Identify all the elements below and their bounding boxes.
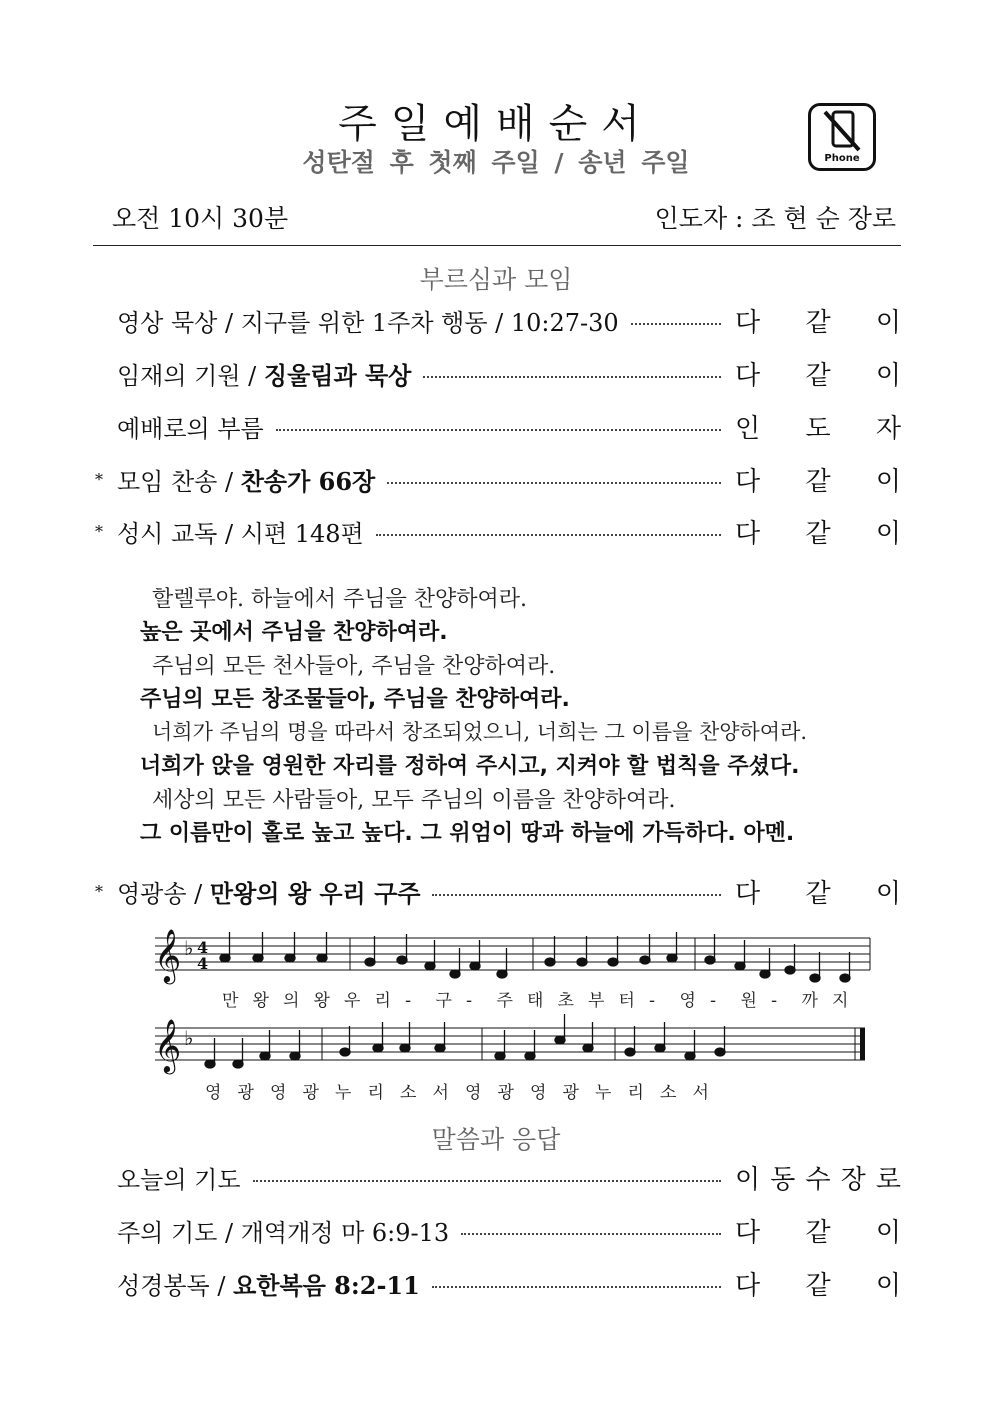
- lyric-syllable: 영: [270, 1083, 287, 1103]
- note-head: [450, 970, 460, 978]
- lyric-syllable: -: [771, 991, 778, 1011]
- standing-mark: *: [95, 521, 103, 541]
- lyric-syllable: 의: [283, 991, 300, 1011]
- lyric-syllable: 광: [497, 1083, 514, 1103]
- lyric-syllable: 주: [496, 991, 513, 1011]
- lyric-syllable: 광: [562, 1083, 579, 1103]
- lyric-syllable: 영: [465, 1083, 482, 1103]
- treble-clef-icon: 𝄞: [154, 928, 182, 982]
- reading-leader-line: 주님의 모든 천사들아, 주님을 찬양하여라.: [152, 654, 556, 679]
- order-row: [95, 300, 901, 340]
- order-row: [95, 1210, 901, 1250]
- reading-people-line: 너희가 앉을 영원한 자리를 정하여 주시고, 지켜야 할 법칙을 주셨다.: [140, 754, 800, 779]
- note-head: [760, 970, 770, 978]
- note-head: [365, 958, 375, 966]
- order-row: [95, 459, 901, 499]
- note-head: [495, 1052, 505, 1060]
- order-item-responsible: 다 같 이: [735, 1217, 901, 1248]
- order-item-label: 임재의 기원 / 징울림과 묵상: [117, 360, 412, 390]
- lyric-syllable: 누: [335, 1083, 352, 1103]
- lyric-syllable: 터: [618, 991, 635, 1011]
- order-row: [95, 1157, 901, 1197]
- lyric-syllable: -: [466, 991, 473, 1011]
- section-heading-word: 말씀과 응답: [431, 1125, 561, 1154]
- leader-dots: [387, 482, 721, 484]
- lyric-syllable: 리: [374, 991, 391, 1011]
- order-row: [95, 871, 901, 911]
- order-item-responsible: 다 같 이: [735, 518, 901, 549]
- standing-mark: *: [95, 881, 103, 901]
- header-divider: [93, 245, 901, 246]
- order-row: [95, 511, 901, 551]
- reading-people-line: 높은 곳에서 주님을 찬양하여라.: [140, 620, 448, 645]
- note-head: [685, 1052, 695, 1060]
- note-head: [253, 954, 263, 962]
- note-head: [317, 954, 327, 962]
- order-item-label: 모임 찬송 / 찬송가 66장: [117, 466, 376, 496]
- order-row: [95, 1263, 901, 1303]
- lyric-syllable: 구: [435, 991, 452, 1011]
- sheet-music: [150, 925, 880, 1115]
- note-head: [470, 962, 480, 970]
- note-head: [285, 954, 295, 962]
- order-item-responsible: 다 같 이: [735, 307, 901, 338]
- leader-dots: [432, 1286, 721, 1288]
- order-item-label: 예배로의 부름: [117, 414, 264, 443]
- note-head: [577, 958, 587, 966]
- note-head: [340, 1048, 350, 1056]
- note-head: [373, 1044, 383, 1052]
- note-head: [625, 1048, 635, 1056]
- note-head: [290, 1052, 300, 1060]
- lyric-syllable: 서: [692, 1083, 709, 1103]
- leader-dots: [253, 1180, 721, 1182]
- lyric-syllable: -: [710, 991, 717, 1011]
- lyric-syllable: 누: [595, 1083, 612, 1103]
- lyric-syllable: 서: [432, 1083, 449, 1103]
- service-time: 오전 10시 30분: [112, 204, 289, 233]
- note-head: [497, 970, 507, 978]
- order-item-responsible: 다 같 이: [735, 360, 901, 391]
- order-item-label: 성경봉독 / 요한복음 8:2-11: [117, 1270, 420, 1300]
- note-head: [667, 954, 677, 962]
- no-phone-icon: [808, 103, 876, 171]
- lyric-syllable: 부: [588, 991, 605, 1011]
- note-head: [397, 956, 407, 964]
- lyric-syllable: 소: [400, 1083, 417, 1103]
- leader-dots: [461, 1233, 721, 1235]
- time-signature-bottom: 4: [197, 954, 209, 973]
- note-head: [715, 1048, 725, 1056]
- leader-dots: [423, 376, 721, 378]
- lyric-syllable: -: [405, 991, 412, 1011]
- lyric-syllable: 영: [205, 1083, 222, 1103]
- lyric-syllable: 광: [302, 1083, 319, 1103]
- reading-leader-line: 너희가 주님의 명을 따라서 창조되었으니, 너희는 그 이름을 찬양하여라.: [152, 720, 808, 744]
- order-row: [95, 406, 901, 446]
- reading-leader-line: 할렐루야. 하늘에서 주님을 찬양하여라.: [152, 587, 527, 612]
- note-head: [400, 1044, 410, 1052]
- order-item-responsible: 이 동 수 장 로: [735, 1164, 901, 1195]
- reading-people-line: 그 이름만이 홀로 높고 높다. 그 위엄이 땅과 하늘에 가득하다. 아멘.: [140, 821, 795, 846]
- note-head: [220, 954, 230, 962]
- leader-dots: [432, 894, 721, 896]
- order-item-responsible: 다 같 이: [735, 1270, 901, 1301]
- lyric-syllable: 왕: [313, 991, 330, 1011]
- order-item-responsible: 다 같 이: [735, 466, 901, 497]
- lyric-syllable: 우: [344, 991, 361, 1011]
- note-head: [810, 974, 820, 982]
- leader-dots: [376, 534, 721, 536]
- leader-dots: [276, 429, 721, 431]
- lyric-syllable: 광: [237, 1083, 254, 1103]
- note-head: [655, 1044, 665, 1052]
- lyric-syllable: 소: [660, 1083, 677, 1103]
- treble-clef-icon: 𝄞: [154, 1018, 182, 1072]
- order-item-label: 주의 기도 / 개역개정 마 6:9-13: [117, 1218, 450, 1247]
- order-item-label: 성시 교독 / 시편 148편: [117, 519, 364, 548]
- lyric-syllable: 태: [527, 991, 544, 1011]
- leader-dots: [631, 323, 721, 325]
- lyric-syllable: 원: [740, 991, 757, 1011]
- flat-sign-icon: ♭: [184, 936, 194, 960]
- order-item-label: 영광송 / 만왕의 왕 우리 구주: [117, 878, 421, 908]
- reading-people-line: 주님의 모든 창조물들아, 주님을 찬양하여라.: [140, 687, 570, 712]
- phone-label: Phone: [824, 153, 860, 164]
- order-item-label: 오늘의 기도: [117, 1165, 241, 1194]
- lyric-syllable: 초: [557, 991, 574, 1011]
- note-head: [640, 956, 650, 964]
- note-head: [608, 958, 618, 966]
- time-signature-top: 4: [197, 938, 209, 957]
- lyric-syllable: 왕: [252, 991, 269, 1011]
- note-head: [205, 1060, 215, 1068]
- lyric-syllable: 리: [367, 1083, 384, 1103]
- note-head: [545, 958, 555, 966]
- note-head: [260, 1052, 270, 1060]
- note-head: [583, 1044, 593, 1052]
- note-head: [435, 1044, 445, 1052]
- order-item-label: 영상 묵상 / 지구를 위한 1주차 행동 / 10:27-30: [117, 308, 619, 337]
- page-subtitle: 성탄절 후 첫째 주일 / 송년 주일: [302, 148, 690, 177]
- lyric-syllable: 지: [832, 991, 849, 1011]
- note-head: [425, 962, 435, 970]
- lyric-syllable: 리: [627, 1083, 644, 1103]
- note-head: [735, 962, 745, 970]
- note-head: [525, 1052, 535, 1060]
- lyric-syllable: 영: [530, 1083, 547, 1103]
- order-item-responsible: 인 도 자: [735, 413, 901, 444]
- reading-leader-line: 세상의 모든 사람들아, 모두 주님의 이름을 찬양하여라.: [152, 788, 676, 813]
- note-head: [840, 974, 850, 982]
- section-heading-gathering: 부르심과 모임: [419, 265, 573, 294]
- lyric-syllable: -: [649, 991, 656, 1011]
- note-head: [705, 956, 715, 964]
- order-item-responsible: 다 같 이: [735, 878, 901, 909]
- note-head: [233, 1060, 243, 1068]
- lyric-syllable: 까: [801, 991, 818, 1011]
- lyric-syllable: 영: [679, 991, 696, 1011]
- lyric-syllable: 만: [222, 991, 239, 1011]
- note-head: [555, 1036, 565, 1044]
- standing-mark: *: [95, 469, 103, 489]
- order-row: [95, 353, 901, 393]
- note-head: [785, 966, 795, 974]
- service-leader: 인도자 : 조 현 순 장로: [654, 204, 896, 233]
- page-title: 주일예배순서: [338, 101, 654, 147]
- flat-sign-icon: ♭: [184, 1026, 194, 1050]
